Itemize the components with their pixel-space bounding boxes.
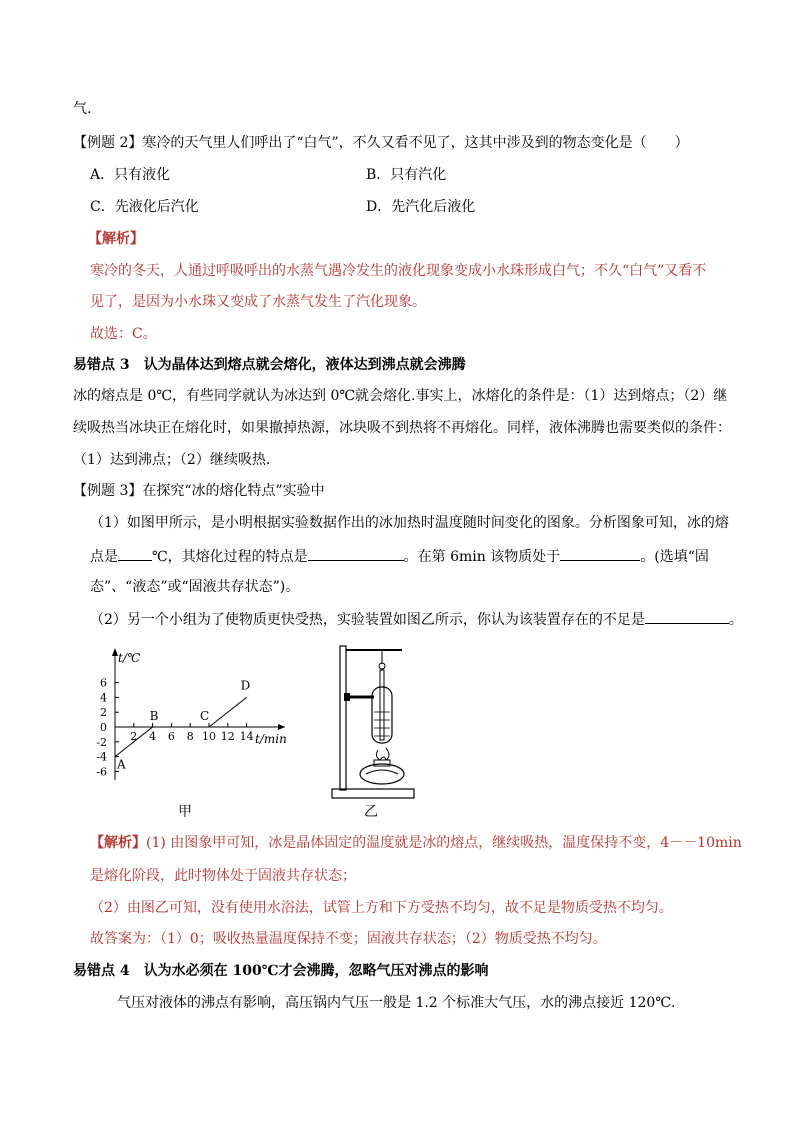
answer-blank[interactable] <box>645 609 729 624</box>
analysis-text: (1) 由图象甲可知，冰是晶体固定的温度就是冰的熔点，继续吸热，温度保持不变，4－－10min <box>146 835 742 851</box>
pitfall-3-line: 续吸热当冰块正在熔化时，如果撤掉热源，冰块吸不到热将不再熔化。同样，液体沸腾也需要类似的条件： <box>73 420 731 436</box>
analysis-line <box>90 833 742 853</box>
x-axis-arrow <box>278 724 285 730</box>
x-tick-label: 8 <box>186 730 194 743</box>
point-label-a: A <box>117 757 126 772</box>
thermometer <box>380 670 384 740</box>
tube-marks <box>374 712 390 736</box>
x-tick-label: 4 <box>149 730 157 743</box>
answer-text: 故答案为：（1）0；吸收热量温度保持不变；固液共存状态；（2）物质受热不均匀。 <box>90 931 607 947</box>
test-tube <box>372 687 392 743</box>
analysis-line: 见了，是因为小水珠又变成了水蒸气发生了汽化现象。 <box>90 294 426 310</box>
figure-b-caption: 乙 <box>364 804 378 820</box>
x-tick-label: 2 <box>130 730 138 743</box>
clamp-holder <box>344 693 350 701</box>
answer-blank[interactable] <box>560 546 640 561</box>
question-1-fill-line <box>90 546 709 567</box>
y-tick-label: -2 <box>96 735 107 749</box>
heating-apparatus-figure <box>330 642 420 802</box>
answer-text: 故选：C。 <box>90 326 157 342</box>
option-d: D．先汽化后液化 <box>366 199 476 215</box>
lamp-liquid <box>366 770 398 774</box>
x-tick-label: 10 <box>202 730 216 743</box>
figure-a-caption: 甲 <box>178 804 192 820</box>
example-label: 【例题 2】 <box>73 135 143 151</box>
y-tick-label: 0 <box>100 721 107 734</box>
option-b: B．只有汽化 <box>366 167 447 183</box>
question-text: ℃，其熔化过程的特点是 <box>152 549 308 565</box>
question-1-line: 态”、“液态”或“固液共存状态”)。 <box>90 579 300 595</box>
example-3-title <box>73 481 325 501</box>
pitfall-3-line: 冰的熔点是 0℃，有些同学就认为冰达到 0℃就会熔化.事实上，冰熔化的条件是：（1）达到熔点；（2）继 <box>73 388 728 404</box>
option-c: C．先液化后汽化 <box>90 199 199 215</box>
answer-blank[interactable] <box>118 546 152 561</box>
analysis-title: 【解析】 <box>88 231 144 247</box>
question-text: 点是 <box>90 549 118 565</box>
temperature-time-chart <box>85 645 295 785</box>
flame-icon <box>376 748 389 760</box>
question-text: （2）另一个小组为了使物质更快受热，实验装置如图乙所示，你认为该装置存在的不足是 <box>90 612 645 628</box>
lamp-neck <box>374 760 390 766</box>
analysis-line: 寒冷的冬天，人通过呼吸呼出的水蒸气遇冷发生的液化现象变成小水珠形成白气；不久“白气”又看不 <box>90 263 707 279</box>
analysis-line: （2）由图乙可知，没有使用水浴法，试管上方和下方受热不均匀，故不足是物质受热不均匀。 <box>90 900 673 916</box>
question-text: 。在第 6min 该物质处于 <box>403 549 561 565</box>
question-text: 。(选填“固 <box>640 549 709 565</box>
example-2-question <box>73 133 689 153</box>
y-tick-label: -6 <box>96 765 107 779</box>
x-tick-label: 12 <box>220 730 235 743</box>
question-text: 。 <box>728 612 743 628</box>
option-a: A．只有液化 <box>90 167 171 183</box>
x-tick-label: 6 <box>167 730 175 743</box>
answer-blank[interactable] <box>308 546 404 561</box>
pitfall-3-line: （1）达到沸点；（2）继续吸热. <box>73 452 271 468</box>
question-text: 寒冷的天气里人们呼出了“白气”，不久又看不见了，这其中涉及到的物态变化是（ ） <box>142 135 689 151</box>
pitfall-3-title: 易错点 3 认为晶体达到熔点就会熔化，液体达到沸点就会沸腾 <box>73 357 466 373</box>
example-label: 【例题 3】 <box>73 483 143 499</box>
analysis-line: 是熔化阶段，此时物体处于固液共存状态； <box>90 868 356 884</box>
question-1-line: （1）如图甲所示，是小明根据实验数据作出的冰加热时温度随时间变化的图象。分析图象可知，冰的熔 <box>90 515 729 531</box>
y-tick-label: 4 <box>100 691 107 705</box>
x-tick-label: 14 <box>239 730 254 743</box>
question-2-line <box>90 609 743 630</box>
y-tick-label: 2 <box>100 706 107 720</box>
y-axis-label: t/℃ <box>118 651 141 665</box>
stand-rod <box>340 646 346 790</box>
y-tick-label: -4 <box>96 750 107 764</box>
pitfall-4-title: 易错点 4 认为水必须在 100℃才会沸腾，忽略气压对沸点的影响 <box>73 963 489 979</box>
question-text: 在探究“冰的熔化特点”实验中 <box>142 483 325 499</box>
y-tick-label: 6 <box>100 676 107 690</box>
point-label-b: B <box>149 709 159 723</box>
point-label-c: C <box>200 709 210 723</box>
point-label-d: D <box>240 678 251 693</box>
pitfall-4-line: 气压对液体的沸点有影响，高压锅内气压一般是 1.2 个标准大气压，水的沸点接近 120℃. <box>117 995 676 1011</box>
top-fragment: 气. <box>73 101 92 117</box>
analysis-title: 【解析】 <box>90 835 146 851</box>
x-axis-label: t/min <box>255 732 287 746</box>
